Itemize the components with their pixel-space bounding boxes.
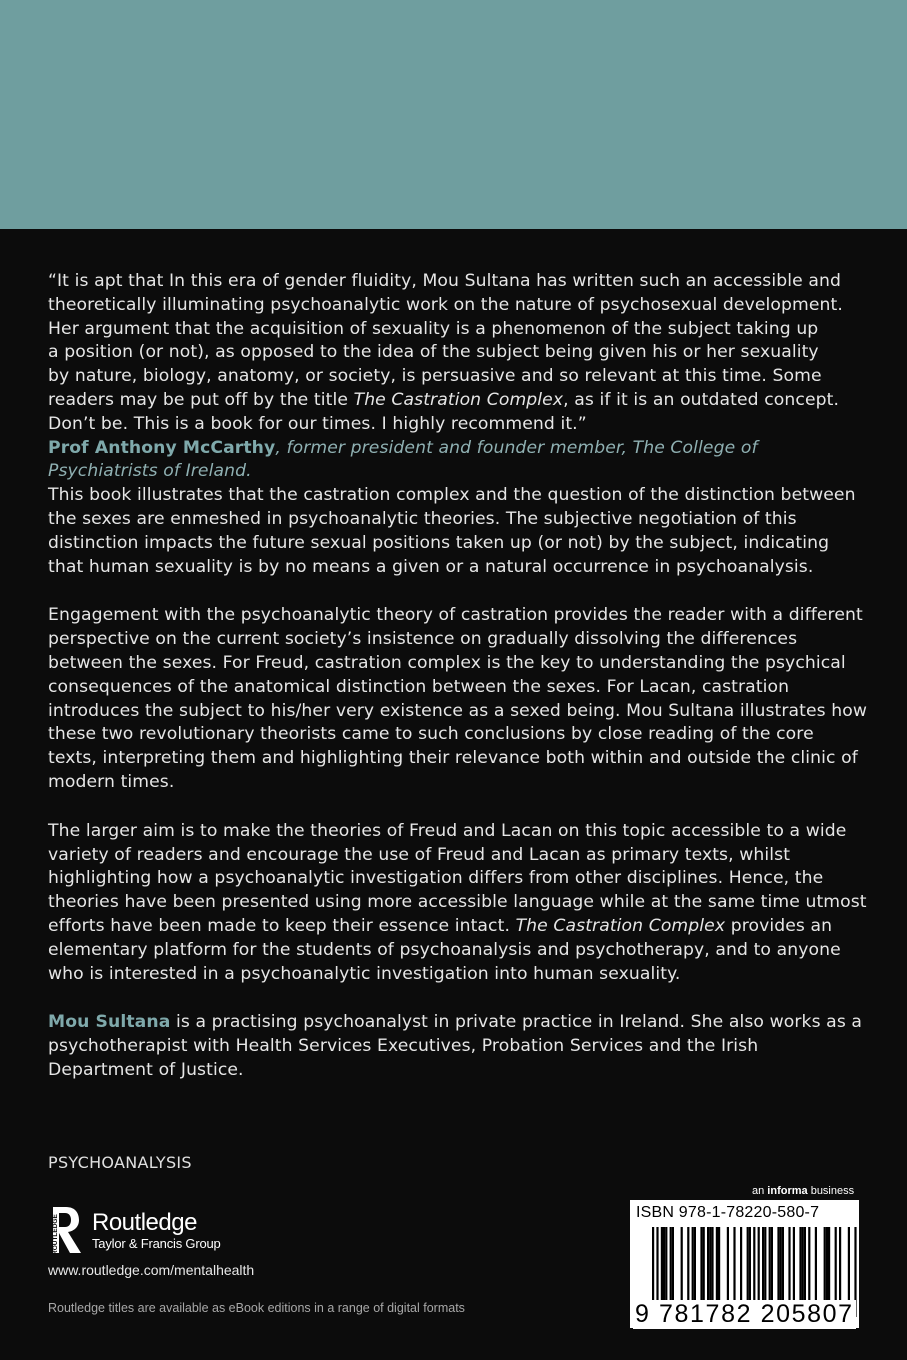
book-title: The Castration Complex bbox=[353, 389, 564, 410]
barcode-bar bbox=[771, 1227, 773, 1301]
quote-attribution bbox=[48, 437, 868, 485]
barcode-bar bbox=[839, 1227, 841, 1301]
barcode-bar bbox=[764, 1227, 766, 1301]
publisher-name: Routledge bbox=[92, 1209, 197, 1236]
barcode-bar bbox=[777, 1227, 779, 1301]
subject-category: PSYCHOANALYSIS bbox=[48, 1153, 192, 1172]
barcode-bar bbox=[808, 1227, 810, 1301]
endorser-affiliation: , former president and founder member, The College of Psychiatrists of Ireland. bbox=[48, 437, 758, 482]
back-cover-text bbox=[48, 270, 868, 1108]
description-paragraph-2: Engagement with the psychoanalytic theory of castration provides the reader with a different perspective on the current society’s insistence on gradually dissolving the differences between the sexes. For Freud, castration complex is the key to understanding the psychical consequences of the anatomical distinction between the sexes. For Lacan, castration introduces the subject to his/her very existence as a sexed being. Mou Sultana illustrates how these two revolutionary theorists came to such conclusions by close reading of the core texts, interpreting them and highlighting their relevance both within and outside the clinic of modern times. bbox=[48, 605, 868, 792]
barcode-bar bbox=[828, 1227, 830, 1301]
quote-line: theoretically illuminating psychoanalytic work on the nature of psychosexual development. bbox=[48, 294, 843, 315]
informa-name: informa bbox=[767, 1185, 808, 1197]
barcode-bar bbox=[711, 1227, 713, 1301]
quote-line: Don’t be. This is a book for our times. I highly recommend it.” bbox=[48, 413, 587, 434]
routledge-logo-icon bbox=[48, 1205, 84, 1257]
barcode-bar bbox=[700, 1227, 702, 1301]
barcode-bar bbox=[826, 1227, 828, 1301]
barcode-bar bbox=[681, 1227, 683, 1301]
barcode-bar bbox=[709, 1227, 711, 1301]
isbn-barcode bbox=[630, 1200, 859, 1328]
barcode-bar bbox=[718, 1227, 720, 1301]
publisher-url[interactable]: www.routledge.com/mentalhealth bbox=[48, 1262, 255, 1278]
barcode-bar bbox=[692, 1227, 694, 1301]
barcode-bar bbox=[665, 1227, 667, 1301]
quote-line: by nature, biology, anatomy, or society, is persuasive and so relevant at this time. Some bbox=[48, 366, 822, 387]
barcode-bar bbox=[670, 1227, 672, 1301]
barcode-bar bbox=[740, 1227, 742, 1301]
quote-line bbox=[48, 389, 868, 413]
author-bio bbox=[48, 1011, 868, 1082]
barcode-bar bbox=[815, 1227, 817, 1301]
barcode-bar bbox=[707, 1227, 709, 1301]
endorsement-quote bbox=[48, 270, 868, 484]
author-bio-text: is a practising psychoanalyst in private practice in Ireland. She also works as a psychotherapist with Health Services Executives, Probation Services and the Irish Department of Justice. bbox=[48, 1012, 863, 1080]
author-name: Mou Sultana bbox=[48, 1012, 171, 1033]
informa-tagline bbox=[752, 1185, 854, 1197]
quote-text: readers may be put off by the title bbox=[48, 389, 354, 410]
barcode-bar bbox=[716, 1227, 718, 1301]
barcode-bar bbox=[749, 1227, 751, 1301]
quote-line: a position (or not), as opposed to the idea of the subject being given his or her sexuality bbox=[48, 342, 819, 363]
barcode-bar bbox=[799, 1227, 801, 1301]
quote-line: “It is apt that In this era of gender fluidity, Mou Sultana has written such an accessible and bbox=[48, 271, 841, 291]
logo-vertical-text: ROUTLEDGE bbox=[52, 1214, 59, 1255]
barcode-bar bbox=[694, 1227, 696, 1301]
quote-text: , as if it is an outdated concept. bbox=[563, 389, 840, 410]
informa-prefix: an bbox=[752, 1185, 768, 1197]
barcode-bar bbox=[762, 1227, 764, 1301]
barcode-bar bbox=[747, 1227, 749, 1301]
paragraph-text: provides an elementary platform for the students of psychoanalysis and psychotherapy, and to anyone who is interested in a psychoanalytic investigation into human sexuality. bbox=[48, 915, 841, 984]
barcode-bar bbox=[661, 1227, 663, 1301]
publisher-group: Taylor & Francis Group bbox=[92, 1236, 221, 1251]
publisher-block bbox=[48, 1205, 221, 1257]
barcode-bar bbox=[824, 1227, 826, 1301]
publisher-wordmark bbox=[92, 1210, 221, 1252]
barcode-bar bbox=[782, 1227, 784, 1301]
paragraph-text: The larger aim is to make the theories of Freud and Lacan on this topic accessible to a wide variety of readers and encourage the use of Freud and Lacan as primary texts, whilst highlighting how a psychoanalytic investigation differs from other disciplines. Hence, the theories have been presented using more accessible language while at the same time utmost efforts have been made to keep their essence intact. bbox=[48, 820, 867, 936]
barcode-bar bbox=[835, 1227, 837, 1301]
barcode-bar bbox=[733, 1227, 735, 1301]
quote-line: Her argument that the acquisition of sexuality is a phenomenon of the subject taking up bbox=[48, 318, 819, 339]
barcode-bar bbox=[672, 1227, 674, 1301]
barcode-bar bbox=[848, 1227, 850, 1301]
barcode-bar bbox=[703, 1227, 705, 1301]
barcode-bar bbox=[727, 1227, 729, 1301]
ebook-note: Routledge titles are available as eBook editions in a range of digital formats bbox=[48, 1301, 465, 1315]
endorser-name: Prof Anthony McCarthy bbox=[48, 437, 276, 458]
barcode-bar bbox=[788, 1227, 790, 1301]
barcode-bar bbox=[804, 1227, 806, 1301]
barcode-bar bbox=[780, 1227, 782, 1301]
informa-suffix: business bbox=[807, 1185, 855, 1197]
barcode-bar bbox=[793, 1227, 795, 1301]
ean-number: 9 781782 205807 bbox=[635, 1300, 854, 1328]
barcode-bar bbox=[802, 1227, 804, 1301]
book-title: The Castration Complex bbox=[515, 915, 726, 936]
barcode-bar bbox=[769, 1227, 771, 1301]
barcode-bar bbox=[663, 1227, 665, 1301]
isbn-number: ISBN 978-1-78220-580-7 bbox=[636, 1204, 820, 1221]
description-paragraph-1: This book illustrates that the castration complex and the question of the distinction between the sexes are enmeshed in psychoanalytic theories. The subjective negotiation of this distinction impacts the future sexual positions taken up (or not) by the subject, indicating that human sexuality is by no means a given or a natural occurrence in psychoanalysis. bbox=[48, 485, 856, 577]
barcode-bar bbox=[687, 1227, 689, 1301]
cover-color-band bbox=[0, 0, 907, 229]
description-paragraph-3 bbox=[48, 820, 868, 987]
